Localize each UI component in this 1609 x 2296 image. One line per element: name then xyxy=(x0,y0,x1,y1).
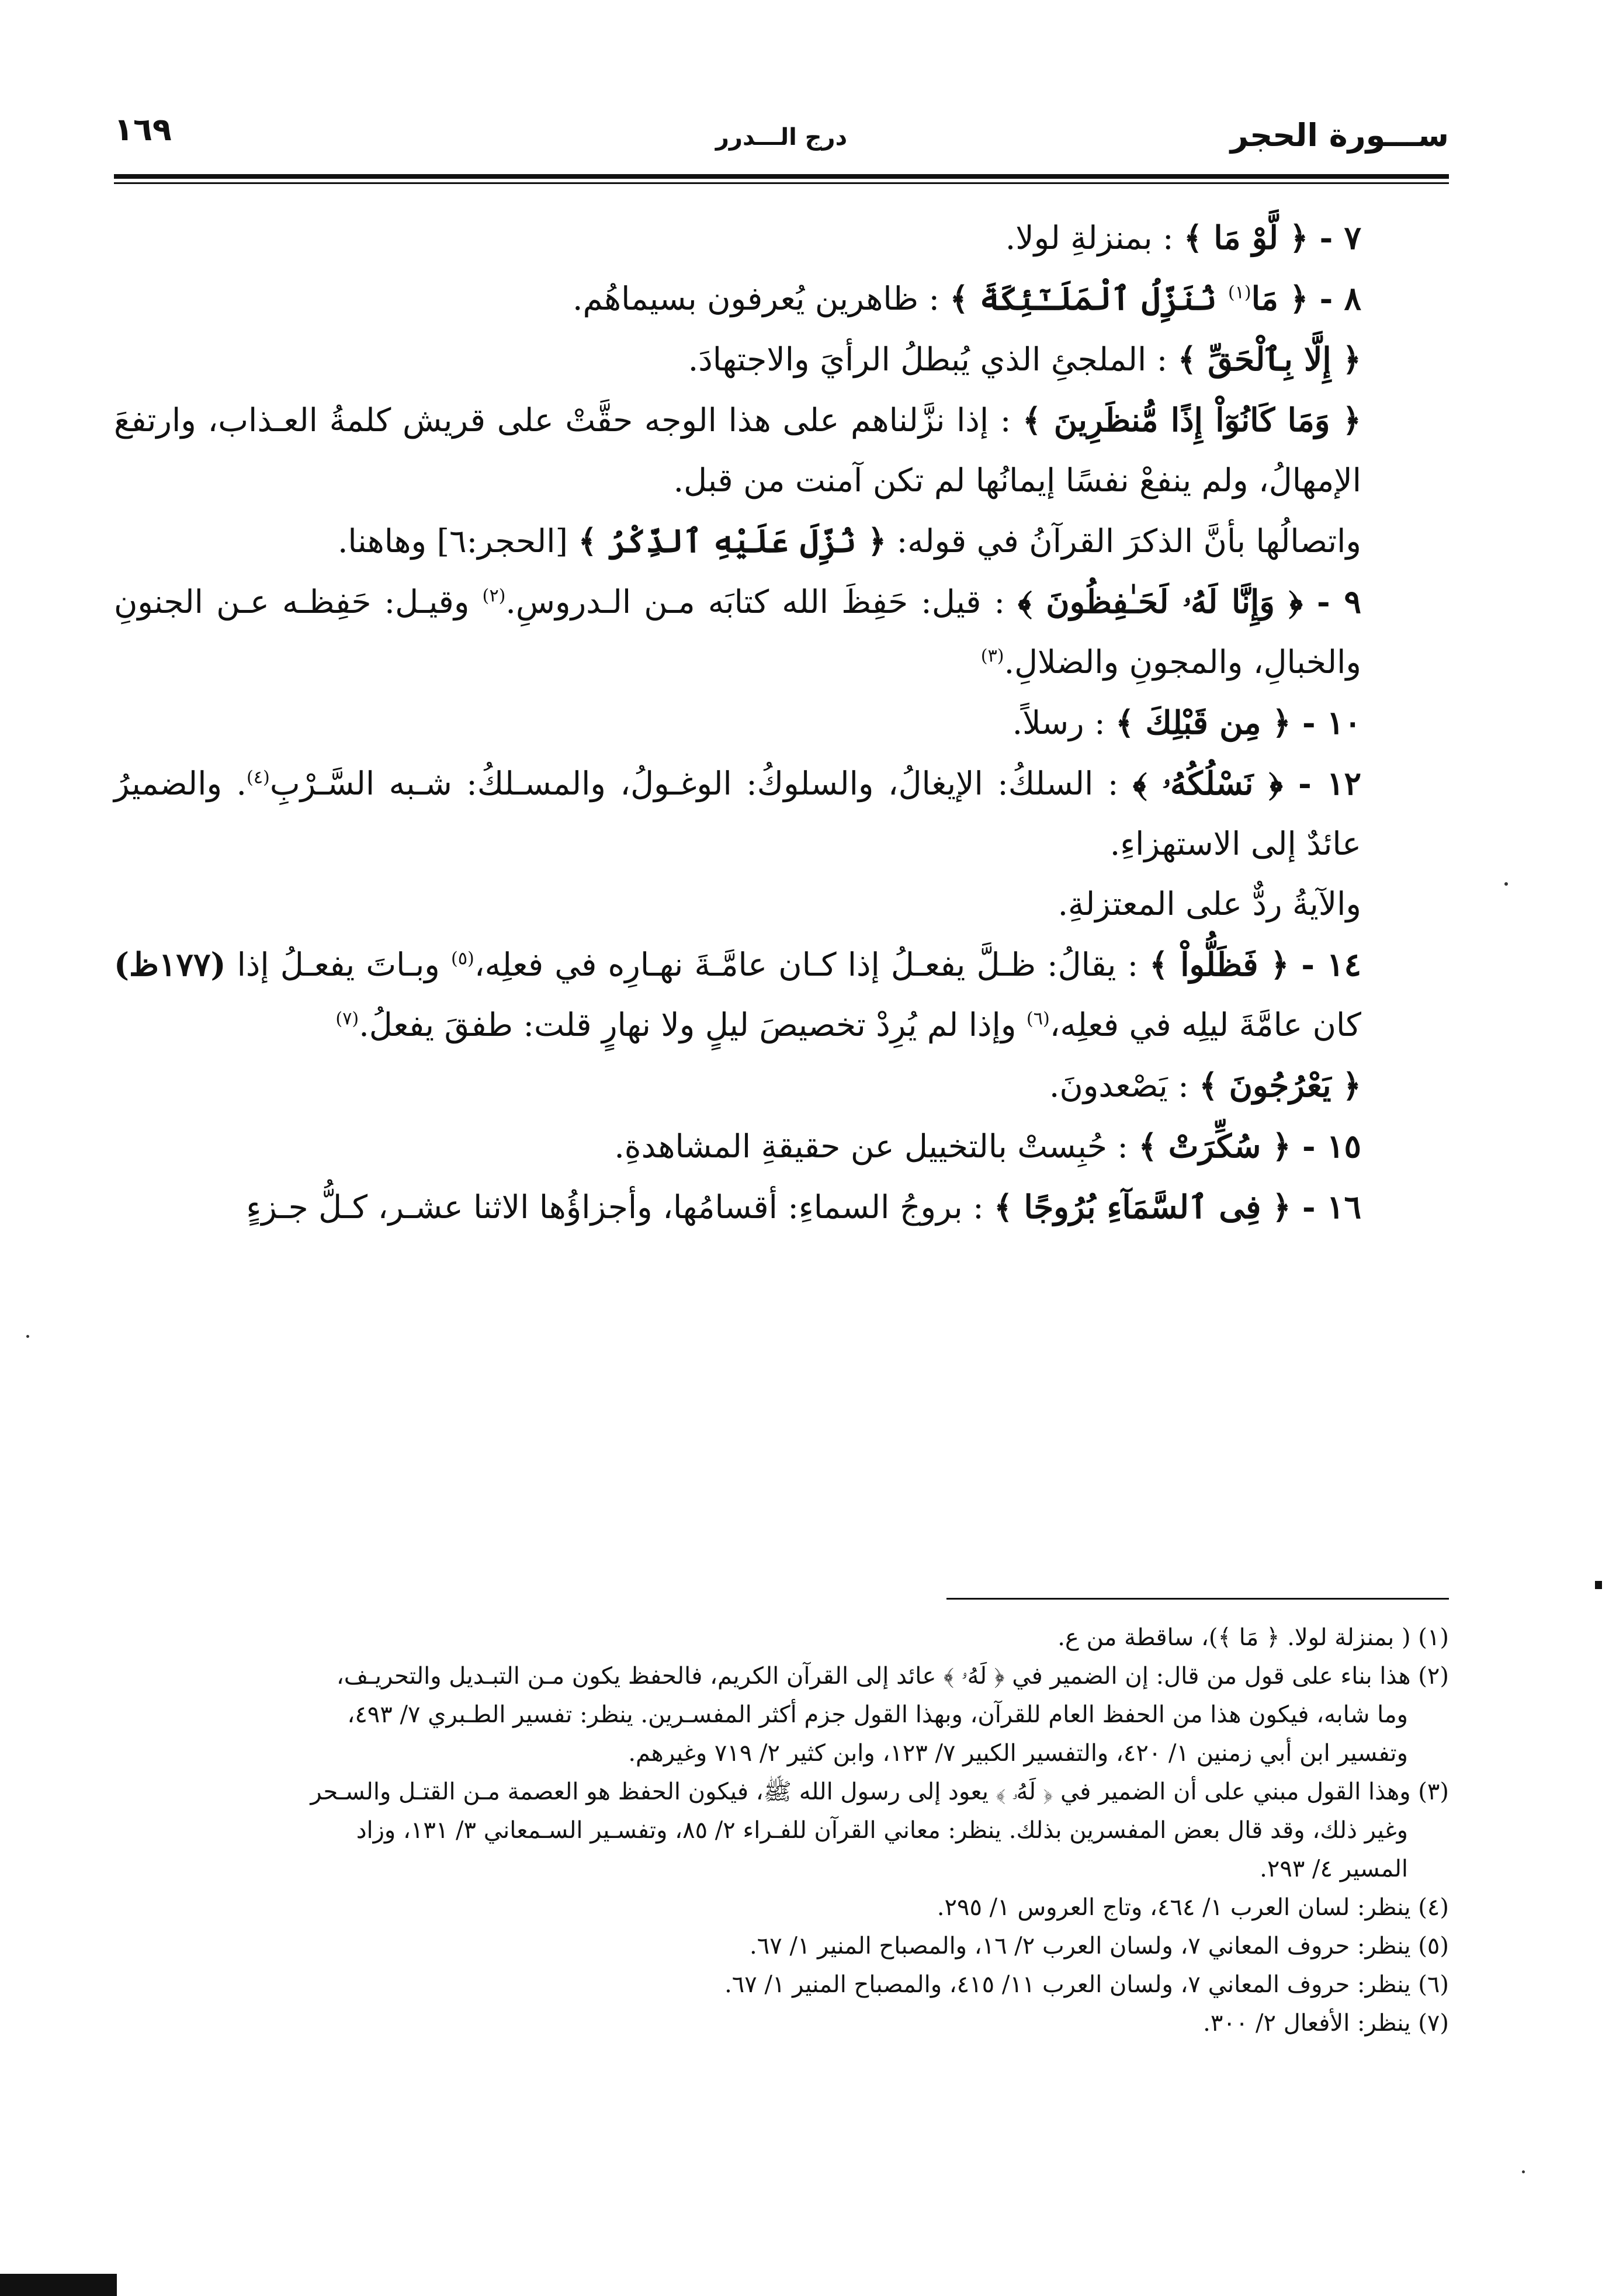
entry-verse-9 xyxy=(114,571,1449,692)
quran-phrase: ١٢ - ﴿ نَسْلُكُهُۥ ﴾ xyxy=(1132,764,1362,802)
commentary: واتصالُها بأنَّ الذكرَ القرآنُ في قوله: xyxy=(886,522,1361,560)
footnote-7: (٧) ينظر: الأفعال ٢/ ٣٠٠. xyxy=(1203,2010,1449,2037)
quran-phrase: ١٤ - ﴿ فَظَلُّواْ ﴾ xyxy=(1149,945,1362,983)
page-header xyxy=(114,111,1449,169)
entry-verse-7 xyxy=(114,207,1449,268)
commentary: : إذا نزَّلناهم على هذا الوجه حقَّتْ على قريش كلمةُ العـذاب، وارتفعَ الإمهالُ، ولم ينفعْ نفسًا إيمانُها لم تكن آمنت من قبل. xyxy=(114,401,1361,499)
commentary: : السلكُ: الإيغالُ، والسلوكُ: الوغـولُ، والمسـلكُ: شـبه السَّـرْبِ xyxy=(269,765,1133,802)
commentary: وإذا لم يُرِدْ تخصيصَ ليلٍ ولا نهارٍ قلت: طفقَ يفعلُ. xyxy=(359,1006,1027,1043)
footnote-3-cont: وغير ذلك، وقد قال بعض المفسرين بذلك. ينظر: معاني القرآن للفـراء ٢/ ٨٥، وتفسـير السـمعاني ٣/ ١٣١، وزاد xyxy=(356,1817,1408,1844)
footnote-3: (٣) وهذا القول مبني على أن الضمير في ﴿ لَهُۥ ﴾ يعود إلى رسول الله ﷺ، فيكون الحفظ هو العصمة مـن القتـل والسـحر xyxy=(310,1778,1449,1805)
footnote-ref: (٧) xyxy=(335,1008,359,1029)
quran-phrase: ١٥ - ﴿ سُكِّرَتْ ﴾ xyxy=(1138,1127,1361,1165)
manuscript-folio-marker: (١٧٧ظ) xyxy=(114,945,226,983)
quran-phrase: ٩ - ﴿ وَإِنَّا لَهُۥ لَحَـٰفِظُونَ ﴾ xyxy=(1018,582,1361,620)
quran-phrase: ١٠ - ﴿ مِن قَبْلِكَ ﴾ xyxy=(1115,703,1361,741)
entry-mutazila xyxy=(114,874,1449,934)
footnote-2-cont: وتفسير ابن أبي زمنين ١/ ٤٢٠، والتفسير الكبير ٧/ ١٢٣، وابن كثير ٢/ ٧١٩ وغيرهم. xyxy=(628,1740,1408,1767)
scan-speck xyxy=(26,1335,29,1338)
footnote-ref: (١) xyxy=(1227,282,1251,303)
book-title: درج الـــدرر xyxy=(715,124,848,151)
footnote-ref: (٥) xyxy=(450,948,474,969)
commentary: وبـاتَ يفعـلُ إذا xyxy=(226,946,451,983)
entry-verse-8 xyxy=(114,268,1449,329)
surah-title: ســـورة الحجر xyxy=(1230,117,1449,154)
header-rule-thick xyxy=(114,174,1449,179)
commentary: : يَصْعدونَ. xyxy=(1049,1067,1199,1104)
commentary: وقيـل: حَفِظـه عـن الجنونِ والخبالِ، والمجونِ والضلالِ. xyxy=(114,583,1361,681)
commentary: : بمنزلةِ لولا. xyxy=(1005,219,1184,256)
commentary: : ظاهرين يُعرفون بسيماهُم. xyxy=(573,280,950,317)
entry-verse-16 xyxy=(114,1177,1449,1237)
footnote-3-cont: المسير ٤/ ٢٩٣. xyxy=(1260,1855,1408,1882)
entry-verse-15 xyxy=(114,1116,1449,1177)
footnote-separator xyxy=(946,1598,1449,1600)
quran-phrase: ﴿ إِلَّا بِٱلْحَقِّ ﴾ xyxy=(1177,340,1361,378)
entry-verse-10 xyxy=(114,692,1449,753)
footnote-ref: (٢) xyxy=(482,585,506,606)
page-number: ١٦٩ xyxy=(114,111,172,148)
quran-phrase: ﴿ نُزِّلَ عَلَيْهِ ٱلذِّكْرُ ﴾ xyxy=(578,522,887,560)
footnote-ref: (٣) xyxy=(980,646,1004,667)
footnote-2-cont: وما شابه، فيكون هذا من الحفظ العام للقرآن، وبهذا القول جزم أكثر المفسـرين. ينظر: تفسير الطـبري ٧/ ٤٩٣، xyxy=(347,1701,1408,1728)
commentary: كان عامَّةَ ليلِه في فعلِه، xyxy=(1049,1006,1361,1043)
entry-verse-12 xyxy=(114,753,1449,874)
footnote-6: (٦) ينظر: حروف المعاني ٧، ولسان العرب ١١/ ٤١٥، والمصباح المنير ١/ ٦٧. xyxy=(724,1971,1449,1998)
footnote-ref: (٤) xyxy=(246,767,270,788)
quran-phrase: نُنَزِّلُ ٱلْمَلَـٰٓئِكَةَ ﴾ xyxy=(949,279,1228,317)
footnote-4: (٤) ينظر: لسان العرب ١/ ٤٦٤، وتاج العروس ١/ ٢٩٥. xyxy=(937,1894,1449,1921)
entry-illa-bilhaqq xyxy=(114,329,1449,390)
commentary: : بروجُ السماءِ: أقسامُها، وأجزاؤُها الاثنا عشـر، كـلُّ جـزءٍ xyxy=(246,1188,994,1226)
main-text xyxy=(114,207,1449,1237)
commentary: : يقالُ: ظـلَّ يفعـلُ إذا كـان عامَّـةَ نهـارِه في فعلِه، xyxy=(474,946,1150,983)
footnote-2: (٢) هذا بناء على قول من قال: إن الضمير في ﴿ لَهُۥ ﴾ عائد إلى القرآن الكريم، فالحفظ يكون مـن التبـديل والتحريـف، xyxy=(336,1663,1449,1690)
scan-speck xyxy=(1522,2170,1525,2173)
entry-connection xyxy=(114,511,1449,571)
header-rule-thin xyxy=(114,182,1449,184)
entry-munzarin xyxy=(114,390,1449,511)
quran-phrase: ﴿ يَعْرُجُونَ ﴾ xyxy=(1199,1066,1361,1104)
entry-verse-14 xyxy=(114,934,1449,1055)
quran-phrase: ٧ - ﴿ لَّوْ مَا ﴾ xyxy=(1184,218,1361,256)
commentary: . والضميرُ عائدٌ إلى الاستهزاءِ. xyxy=(114,765,1361,862)
commentary: : قيل: حَفِظَ الله كتابَه مـن الـدروسِ. xyxy=(505,583,1018,620)
quran-phrase: ﴿ وَمَا كَانُوٓاْ إِذًا مُّنظَرِينَ ﴾ xyxy=(1022,401,1361,439)
scan-edge-mark xyxy=(0,2274,117,2296)
quran-phrase: ١٦ - ﴿ فِى ٱلسَّمَآءِ بُرُوجًا ﴾ xyxy=(994,1188,1361,1226)
footnote-5: (٥) ينظر: حروف المعاني ٧، ولسان العرب ٢/ ١٦، والمصباح المنير ١/ ٦٧. xyxy=(750,1933,1449,1959)
footnotes xyxy=(114,1618,1449,2042)
commentary: : رسلاً. xyxy=(1012,704,1116,741)
commentary: : الملجئِ الذي يُبطلُ الرأيَ والاجتهادَ. xyxy=(688,341,1178,378)
scan-mark xyxy=(1595,1581,1602,1589)
footnote-1: (١) ( بمنزلة لولا. ﴿ مَا ﴾)، ساقطة من ع. xyxy=(1057,1624,1449,1651)
commentary: والآيةُ ردٌّ على المعتزلةِ. xyxy=(1057,885,1361,922)
commentary: [الحجر:٦] وهاهنا. xyxy=(337,522,578,560)
scan-speck xyxy=(1504,882,1508,886)
footnote-ref: (٦) xyxy=(1026,1008,1050,1029)
quran-phrase: ٨ - ﴿ مَا xyxy=(1251,279,1361,317)
entry-yarujun xyxy=(114,1055,1449,1116)
commentary: : حُبِستْ بالتخييل عن حقيقةِ المشاهدةِ. xyxy=(614,1128,1139,1165)
